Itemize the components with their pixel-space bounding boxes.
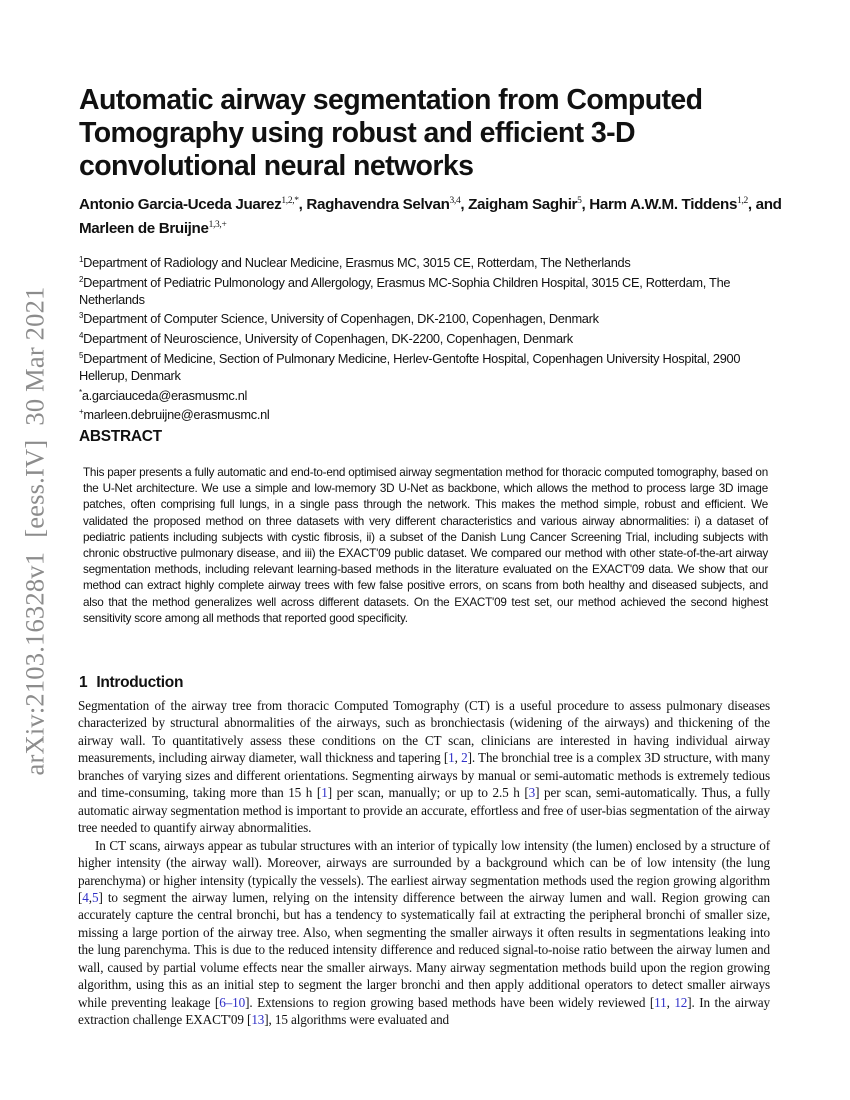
section-title: Introduction — [96, 674, 184, 691]
email-item — [79, 385, 779, 405]
email-address[interactable]: marleen.debruijne@erasmusmc.nl — [83, 407, 270, 423]
author-name: Marleen de Bruijne — [79, 220, 209, 237]
author-affiliation-marker: 1,2,* — [281, 196, 299, 206]
author-name: Zaigham Saghir — [468, 196, 578, 213]
paragraph-text: ] per scan, semi-automatically. Thus, a fully automatic airway segmentation method is important to provide an accurate, effortless and free of user-bias segmentation of the airway tree needed to quantify airway abnormalities. — [78, 785, 770, 836]
email-item — [79, 404, 779, 424]
email-address[interactable]: a.garciauceda@erasmusmc.nl — [81, 387, 248, 403]
author-separator: , — [298, 196, 307, 213]
paragraph-text: Segmentation of the airway tree from thoracic Computed Tomography (CT) is a useful procedure to assess pulmonary diseases characterized by structural abnormalities of the airways, such as bronchiectasis (widening of the airways) and thickening of the airway wall. To quantitatively assess these conditions on the CT scan, clinicians are interested in having individual airway measurements, including airway diameter, wall thickness and tapering [ — [78, 698, 770, 766]
paragraph — [78, 837, 770, 1029]
author-separator: , — [581, 196, 590, 213]
citation-link[interactable]: 2 — [461, 750, 468, 766]
email-marker: + — [79, 407, 84, 417]
affiliation-item — [79, 272, 779, 309]
citation-link[interactable]: 11 — [654, 994, 667, 1010]
author-name: Antonio Garcia-Uceda Juarez — [79, 196, 282, 213]
paragraph-text: ]. Extensions to region growing based methods have been widely reviewed [ — [245, 994, 655, 1010]
paragraph-text: ] to segment the airway lumen, relying on the intensity difference between the airway lumen and wall. Region growing can accurately capture the central bronchi, but has a tendency to systematically fail at extracting the peripheral bronchi of smaller size, missing a large portion of the airway tree. Also, when segmenting the smaller airways it often results in segmentations leaking into the lung parenchyma. This is due to the reduced intensity difference and reduced signal-to-noise ratio between the airway lumen and wall, caused by partial volume effects near the smaller airways. Many airway segmentation methods build upon the region growing algorithm, using this as an initial step to segment the larger bronchi and then apply additional operators to detect smaller airways while preventing leakage [ — [78, 889, 770, 1010]
email-marker: * — [79, 387, 82, 397]
arxiv-date: 30 Mar 2021 — [19, 286, 50, 426]
citation-separator: , — [88, 889, 92, 905]
author-affiliation-marker: 1,2 — [737, 196, 748, 206]
author-affiliation-marker: 1,3,+ — [208, 220, 227, 230]
citation-link[interactable]: 3 — [528, 785, 536, 801]
affiliation-list — [79, 252, 779, 424]
affiliation-text: Department of Neuroscience, University of Copenhagen, DK-2200, Copenhagen, Denmark — [83, 331, 573, 347]
author-name: Harm A.W.M. Tiddens — [589, 196, 738, 213]
affiliation-marker: 4 — [79, 331, 84, 341]
affiliation-text: Department of Radiology and Nuclear Medicine, Erasmus MC, 3015 CE, Rotterdam, The Netherlands — [83, 255, 631, 270]
author-affiliation-marker: 5 — [577, 196, 582, 206]
author-affiliation-marker: 3,4 — [449, 196, 461, 206]
section-number: 1 — [79, 674, 88, 691]
citation-link[interactable]: 1 — [448, 750, 455, 766]
affiliation-marker: 3 — [79, 311, 84, 321]
affiliation-marker: 1 — [79, 255, 84, 264]
section-heading-introduction — [79, 674, 183, 692]
affiliation-item — [79, 328, 779, 348]
author-separator: , and — [747, 196, 782, 213]
author-list — [79, 191, 789, 239]
arxiv-id: arXiv:2103.16328v1 — [19, 551, 50, 776]
arxiv-category: [eess.IV] — [19, 439, 50, 538]
citation-separator: , — [666, 994, 675, 1010]
affiliation-item — [79, 252, 779, 272]
introduction-body — [78, 697, 770, 1029]
arxiv-stamp — [20, 287, 51, 776]
author-separator: , — [460, 196, 469, 213]
paragraph-text: ], 15 algorithms were evaluated and — [264, 1012, 450, 1028]
citation-link[interactable]: 12 — [674, 994, 688, 1010]
paragraph-text: ]. The bronchial tree is a complex 3D structure, with many branches of varying sizes and different orientations. Segmenting airways by manual or semi-automatic methods is extremely tedious and time-consuming, taking more than 15 h [ — [78, 750, 770, 801]
affiliation-text: Department of Medicine, Section of Pulmonary Medicine, Herlev-Gentofte Hospital, Copenhagen University Hospital, 2900 Hellerup, Denmark — [79, 350, 741, 383]
abstract-heading: ABSTRACT — [79, 428, 162, 445]
citation-link[interactable]: 13 — [251, 1012, 265, 1028]
affiliation-text: Department of Computer Science, University of Copenhagen, DK-2100, Copenhagen, Denmark — [83, 311, 599, 327]
affiliation-text: Department of Pediatric Pulmonology and Allergology, Erasmus MC-Sophia Children Hospital, 3015 CE, Rotterdam, The Netherlands — [79, 274, 731, 307]
affiliation-item — [79, 308, 779, 328]
citation-link[interactable]: 4 — [82, 889, 89, 905]
citation-link[interactable]: 5 — [91, 889, 99, 905]
paragraph-text: In CT scans, airways appear as tubular structures with an interior of typically low intensity (the lumen) enclosed by a structure of higher intensity (the airway wall). Moreover, airways are surrounded by a background which can be of low intensity (the lung parenchyma) or higher intensity (typically the vessels). The earliest airway segmentation methods used the region growing algorithm [ — [78, 837, 770, 905]
paragraph — [78, 697, 770, 837]
paper-title: Automatic airway segmentation from Computed Tomography using robust and efficient 3-D convolutional neural networks — [79, 84, 703, 182]
affiliation-marker: 2 — [79, 274, 84, 284]
affiliation-marker: 5 — [79, 350, 84, 360]
author-name: Raghavendra Selvan — [306, 196, 450, 213]
paragraph-text: ] per scan, manually; or up to 2.5 h [ — [327, 785, 529, 801]
affiliation-item — [79, 348, 779, 385]
abstract-text: This paper presents a fully automatic and end-to-end optimised airway segmentation method for thoracic computed tomography, based on the U-Net architecture. We use a simple and low-memory 3D U-Net as backbone, which allows the method to process large 3D image patches, often comprising full lungs, in a single pass through the network. This makes the method simple, robust and efficient. We validated the proposed method on three datasets with very different characteristics and various airway abnormalities: i) a dataset of pediatric patients including subjects with cystic fibrosis, ii) a subset of the Danish Lung Cancer Screening Trial, including subjects with chronic obstructive pulmonary disease, and iii) the EXACT'09 public dataset. We compared our method with other state-of-the-art airway segmentation methods, including relevant learning-based methods in the literature evaluated on the EXACT'09 data. We show that our method can extract highly complete airway trees with few false positive errors, on scans from both healthy and diseased subjects, and also that the method generalizes well across different datasets. On the EXACT'09 test set, our method achieved the second highest sensitivity score among all methods that reported good specificity. — [83, 466, 768, 625]
citation-separator: , — [454, 750, 462, 766]
citation-link[interactable]: 6–10 — [219, 994, 246, 1010]
paragraph-text: ]. In the airway extraction challenge EXACT'09 [ — [78, 994, 770, 1028]
citation-link[interactable]: 1 — [321, 785, 328, 801]
